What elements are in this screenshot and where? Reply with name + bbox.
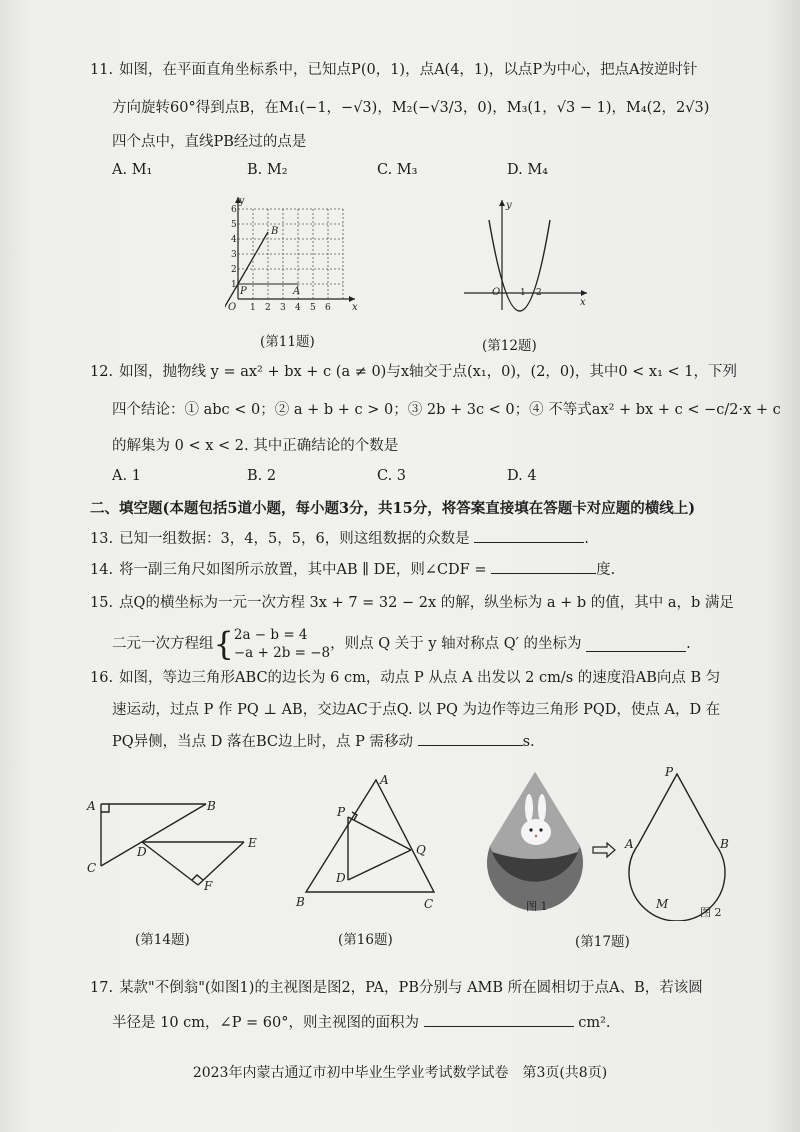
q13-after: . xyxy=(584,531,589,547)
q12-choices xyxy=(112,468,712,488)
fig14-label-a: A xyxy=(87,799,96,813)
fig16-label-c: C xyxy=(424,897,434,910)
q11-choice-c: C. M₃ xyxy=(377,162,418,178)
q15-line2 xyxy=(112,625,691,665)
q15-number: 15. xyxy=(90,595,114,611)
q15-text2a: 二元一次方程组 xyxy=(112,636,214,652)
fig17-front-view xyxy=(629,774,725,921)
fig17-img2-label: 图 2 xyxy=(700,906,722,919)
fig11-label-b: B xyxy=(271,226,279,237)
figure-14 xyxy=(84,790,274,902)
q15-line1 xyxy=(90,593,734,613)
q16-line2: 速运动，过点 P 作 PQ ⊥ AB，交边AC于点Q. 以 PQ 为边作等边三角形 PQD，使点 A，D 在 xyxy=(112,702,721,718)
fig11-segment-pb xyxy=(238,232,268,284)
q16-after: s. xyxy=(522,734,535,750)
fig11-origin: O xyxy=(228,302,237,313)
fig17-label-a: A xyxy=(625,837,634,851)
fig12-y-label: y xyxy=(506,200,512,211)
fig17-tumbler-picture xyxy=(487,772,583,911)
fig17-arrow-icon xyxy=(593,843,615,857)
q12-choice-b: B. 2 xyxy=(247,468,277,484)
fig11-ytick: 5 xyxy=(231,220,237,230)
page-footer: 2023年内蒙古通辽市初中毕业生学业考试数学试卷 第3页(共8页) xyxy=(192,1065,608,1081)
fig11-label-a: A xyxy=(293,286,301,297)
fig12-caption: (第12题) xyxy=(482,338,537,354)
q15-eq2: −a + 2b = −8 xyxy=(233,645,331,661)
q14-after: 度. xyxy=(596,562,616,578)
fig11-ytick: 6 xyxy=(231,205,237,215)
fig11-xtick: 4 xyxy=(295,303,301,313)
fig11-xtick: 3 xyxy=(280,303,286,313)
fig11-xtick: 2 xyxy=(265,303,271,313)
fig14-label-d: D xyxy=(137,845,147,859)
q12-line1 xyxy=(90,362,737,382)
q15-system xyxy=(234,626,330,662)
section-2-heading: 二、填空题(本题包括5道小题，每小题3分，共15分，将答案直接填在答题卡对应题的横线上) xyxy=(90,500,696,517)
figure-17 xyxy=(480,766,770,921)
fig14-label-c: C xyxy=(87,861,97,875)
figure-12 xyxy=(462,192,592,312)
q12-line3: 的解集为 0 < x < 2. 其中正确结论的个数是 xyxy=(112,438,399,454)
q16-answer-blank[interactable] xyxy=(418,731,523,746)
q11-choice-d: D. M₄ xyxy=(507,162,548,178)
fig11-xtick: 1 xyxy=(250,303,256,313)
fig16-label-b: B xyxy=(296,895,305,909)
q17-answer-blank[interactable] xyxy=(424,1012,574,1027)
fig14-caption: (第14题) xyxy=(135,932,190,948)
q16-text3: PQ异侧，当点 D 落在BC边上时，点 P 需移动 xyxy=(112,734,413,750)
fig16-label-a: A xyxy=(380,773,389,787)
fig16-caption: (第16题) xyxy=(338,932,393,948)
q17-text2: 半径是 10 cm，∠P = 60°，则主视图的面积为 xyxy=(112,1015,420,1031)
q11-line1 xyxy=(90,60,698,80)
q16-text1: 如图，等边三角形ABC的边长为 6 cm，动点 P 从点 A 出发以 2 cm/s 的速度沿AB向点 B 匀 xyxy=(119,670,721,686)
q11-choice-a: A. M₁ xyxy=(112,162,153,178)
q15-eq1: 2a − b = 4 xyxy=(233,627,308,643)
q13-answer-blank[interactable] xyxy=(474,528,584,543)
fig14-label-e: E xyxy=(248,836,257,850)
q17-line1 xyxy=(90,978,703,998)
q11-number: 11. xyxy=(90,62,114,78)
q15-text2b: ，则点 Q 关于 y 轴对称点 Q′ 的坐标为 xyxy=(330,636,582,652)
fig16-label-d: D xyxy=(336,871,346,885)
fig11-ytick: 3 xyxy=(231,250,237,260)
fig11-x-label: x xyxy=(352,302,358,313)
fig12-tick2: 2 xyxy=(536,288,542,298)
q12-choice-a: A. 1 xyxy=(112,468,141,484)
fig11-y-label: y xyxy=(239,196,245,207)
fig11-grid xyxy=(238,209,343,299)
q17-after: cm². xyxy=(578,1015,611,1031)
q12-number: 12. xyxy=(90,364,114,380)
q11-line3: 四个点中，直线PB经过的点是 xyxy=(112,134,307,150)
q12-choice-c: C. 3 xyxy=(377,468,407,484)
q15-brace: { xyxy=(213,625,234,663)
q12-line2: 四个结论：① abc < 0；② a + b + c > 0；③ 2b + 3c < 0；④ 不等式ax² + bx + c < −c/2·x + c xyxy=(112,402,781,418)
fig17-caption: (第17题) xyxy=(575,934,630,950)
fig17-label-p: P xyxy=(665,766,674,779)
fig12-tick1: 1 xyxy=(520,288,526,298)
q12-choice-d: D. 4 xyxy=(507,468,537,484)
q11-choices xyxy=(112,162,712,182)
q17-line2 xyxy=(112,1012,611,1033)
fig12-x-label: x xyxy=(580,297,586,308)
q13-line xyxy=(90,528,589,549)
fig17-label-b: B xyxy=(720,837,729,851)
q16-line3 xyxy=(112,731,535,752)
fig11-xtick: 5 xyxy=(310,303,316,313)
fig17-img1-label: 图 1 xyxy=(526,900,548,913)
q11-line2: 方向旋转60°得到点B，在M₁(−1，−√3)，M₂(−√3/3，0)，M₃(1，√3 − 1)，M₄(2，2√3) xyxy=(112,100,710,116)
fig17-label-m: M xyxy=(656,897,669,911)
fig11-ytick: 1 xyxy=(231,280,237,290)
q13-text: 已知一组数据：3，4，5，5，6，则这组数据的众数是 xyxy=(119,531,470,547)
fig14-label-b: B xyxy=(207,799,216,813)
fig14-label-f: F xyxy=(204,879,213,893)
q14-text: 将一副三角尺如图所示放置，其中AB ∥ DE，则∠CDF = xyxy=(119,562,487,578)
q17-number: 17. xyxy=(90,980,114,996)
q16-number: 16. xyxy=(90,670,114,686)
q14-line xyxy=(90,559,615,580)
q14-answer-blank[interactable] xyxy=(491,559,596,574)
q13-number: 13. xyxy=(90,531,114,547)
fig16-label-q: Q xyxy=(416,843,426,857)
fig11-caption: (第11题) xyxy=(260,334,315,350)
q14-number: 14. xyxy=(90,562,114,578)
fig16-label-p: P xyxy=(337,805,346,819)
fig12-origin: O xyxy=(492,287,501,298)
q15-answer-blank[interactable] xyxy=(586,637,686,652)
q12-text1: 如图，抛物线 y = ax² + bx + c (a ≠ 0)与x轴交于点(x₁，0)，(2，0)，其中0 < x₁ < 1，下列 xyxy=(119,364,737,380)
fig11-ytick: 2 xyxy=(231,265,237,275)
figure-11 xyxy=(225,192,370,317)
fig11-label-p: P xyxy=(240,286,247,297)
figure-16 xyxy=(290,770,445,910)
q11-choice-b: B. M₂ xyxy=(247,162,288,178)
q16-line1 xyxy=(90,668,720,688)
fig11-ytick: 4 xyxy=(231,235,237,245)
q15-after: . xyxy=(686,636,691,652)
q15-text1: 点Q的横坐标为一元一次方程 3x + 7 = 32 − 2x 的解，纵坐标为 a + b 的值，其中 a，b 满足 xyxy=(119,595,734,611)
q17-text1: 某款"不倒翁"(如图1)的主视图是图2，PA，PB分别与 AMB 所在圆相切于点A、B，若该圆 xyxy=(119,980,703,996)
q11-text1: 如图，在平面直角坐标系中，已知点P(0，1)，点A(4，1)，以点P为中心，把点A按逆时针 xyxy=(119,62,698,78)
fig11-xtick: 6 xyxy=(325,303,331,313)
